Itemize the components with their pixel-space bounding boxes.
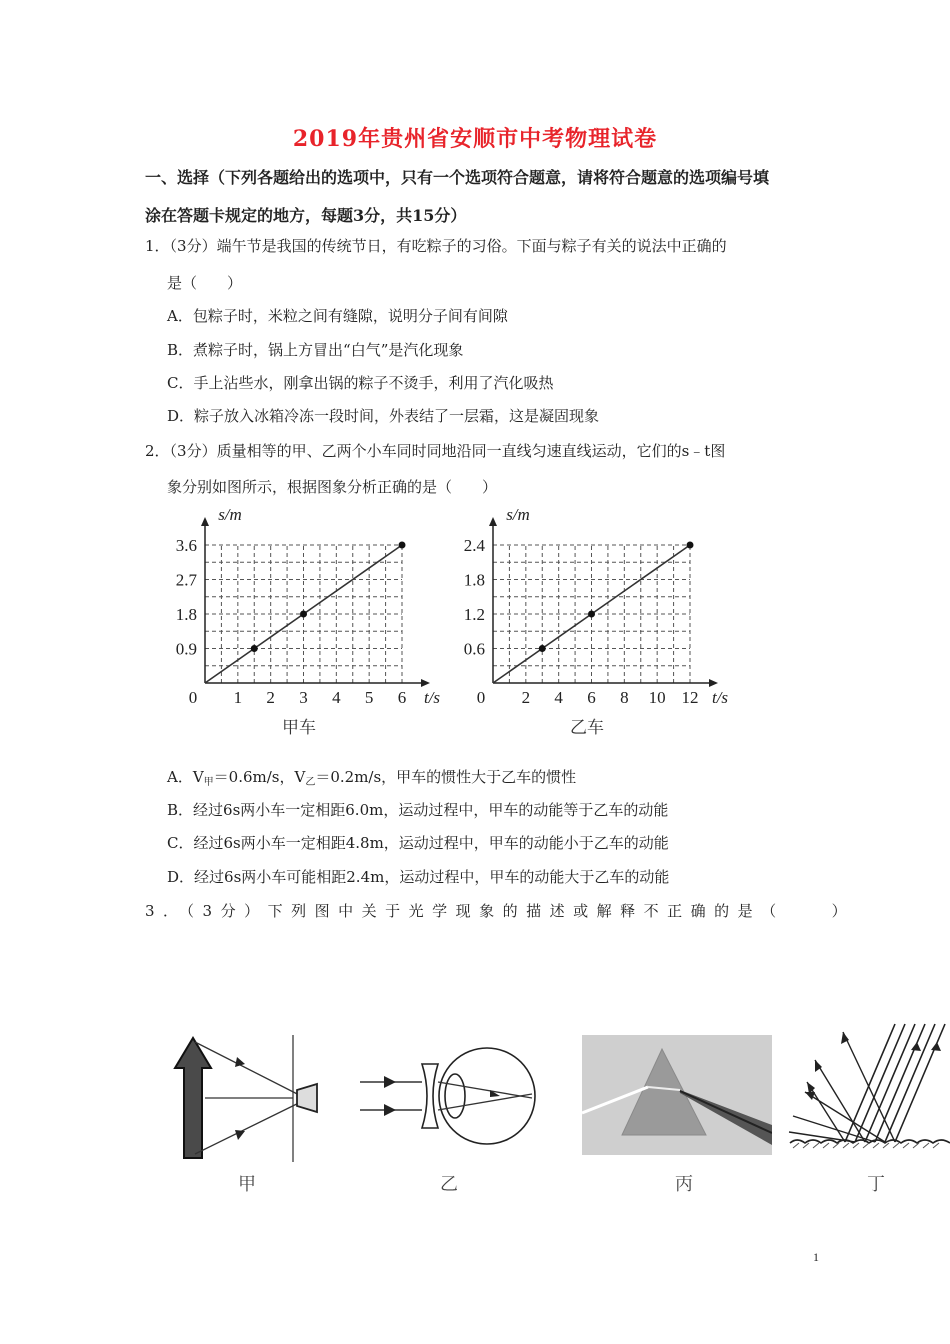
data-point <box>251 645 258 652</box>
concave-lens <box>422 1064 438 1128</box>
y-tick-label: 2.4 <box>463 536 485 555</box>
q2-option-d: D．经过6s两小车可能相距2.4m，运动过程中，甲车的动能大于乙车的动能 <box>167 868 670 886</box>
y-tick-label: 1.8 <box>463 570 485 590</box>
incident-rays <box>845 1024 945 1142</box>
y-tick-label: 0.9 <box>175 639 197 659</box>
x-axis-label: t/s <box>423 688 441 705</box>
figure-yi-eye-lens <box>352 1040 547 1155</box>
ray-arrowhead <box>235 1057 245 1067</box>
q2-stem-line2: 象分别如图所示，根据图象分析正确的是（ ） <box>167 478 498 496</box>
x-tick-label: 12 <box>681 688 699 705</box>
x-tick-label: 10 <box>648 688 666 705</box>
q1-option-b: B．煮粽子时，锅上方冒出“白气”是汽化现象 <box>167 341 464 359</box>
x-tick-label: 0 <box>188 688 198 705</box>
data-point <box>687 542 694 549</box>
ray-arrowhead <box>235 1130 245 1140</box>
q1-option-a: A．包粽子时，米粒之间有缝隙，说明分子间有间隙 <box>167 307 508 325</box>
light-ray <box>438 1082 532 1098</box>
data-point <box>399 542 406 549</box>
figure-label-jia: 甲 <box>238 1174 256 1195</box>
data-point <box>300 611 307 618</box>
x-axis-label: t/s <box>711 688 729 705</box>
light-ray <box>195 1042 313 1102</box>
x-axis-arrow <box>709 679 718 687</box>
y-axis-arrow <box>201 517 209 526</box>
figure-ding-diffuse-reflection <box>785 1022 950 1150</box>
x-tick-label: 2 <box>266 688 275 705</box>
st-graphs <box>160 505 740 705</box>
chart-title-jia: 甲车 <box>282 718 316 738</box>
x-tick-label: 0 <box>476 688 486 705</box>
q2-option-a: A．$V_甲=0.6m/s$，$V_乙=0.2m/s$，甲车的惯性大于乙车的惯性 <box>167 768 577 788</box>
y-axis-arrow <box>489 517 497 526</box>
data-point <box>539 645 546 652</box>
y-tick-label: 1.8 <box>175 605 197 624</box>
light-ray <box>195 1096 313 1154</box>
y-tick-label: 2.7 <box>175 570 197 590</box>
figure-label-bing: 丙 <box>675 1174 693 1195</box>
ray-arrowheads <box>805 1032 941 1100</box>
eye-crystalline-lens <box>445 1074 465 1118</box>
q2-stem-line1: 2．（3分）质量相等的甲、乙两个小车同时同地沿同一直线匀速直线运动，它们的s﹣t图 <box>145 442 726 460</box>
chart-yi <box>464 505 729 705</box>
x-tick-label: 8 <box>620 688 629 705</box>
q1-stem-line1: 1．（3分）端午节是我国的传统节日，有吃粽子的习俗。下面与粽子有关的说法中正确的 <box>145 237 727 255</box>
x-axis-arrow <box>421 679 430 687</box>
x-tick-label: 4 <box>554 688 563 705</box>
ray-arrowhead <box>384 1076 396 1088</box>
q1-option-c: C．手上沾些水，刚拿出锅的粽子不烫手，利用了汽化吸热 <box>167 374 554 392</box>
q3-stem: 3．（3分）下列图中关于光学现象的描述或解释不正确的是（ ） <box>145 902 856 920</box>
x-tick-label: 6 <box>397 688 407 705</box>
y-axis-label: s/m <box>506 505 530 524</box>
figure-label-yi: 乙 <box>440 1174 458 1195</box>
y-tick-label: 1.2 <box>463 605 485 624</box>
x-tick-label: 1 <box>233 688 243 705</box>
y-axis-label: s/m <box>218 505 242 524</box>
x-tick-label: 4 <box>332 688 341 705</box>
y-tick-label: 0.6 <box>463 639 485 659</box>
q1-option-d: D．粽子放入冰箱冷冻一段时间，外表结了一层霜，这是凝固现象 <box>167 407 600 425</box>
inverted-image <box>297 1084 317 1112</box>
page-number: 1 <box>813 1250 819 1264</box>
x-tick-label: 2 <box>521 688 531 705</box>
section-heading-line1: 一、选择（下列各题给出的选项中，只有一个选项符合题意，请将符合题意的选项编号填 <box>145 168 770 187</box>
figure-bing-prism <box>582 1035 772 1155</box>
page-title: 2019年贵州省安顺市中考物理试卷 <box>292 126 658 152</box>
q2-option-b: B．经过6s两小车一定相距6.0m，运动过程中，甲车的动能等于乙车的动能 <box>167 801 669 819</box>
ray-arrowhead <box>384 1104 396 1116</box>
y-tick-label: 3.6 <box>175 536 197 555</box>
x-tick-label: 3 <box>299 688 308 705</box>
chart-jia <box>176 505 441 705</box>
data-point <box>588 611 595 618</box>
figure-label-ding: 丁 <box>867 1174 885 1195</box>
figure-jia-pinhole <box>165 1030 345 1165</box>
q1-stem-line2: 是（ ） <box>167 274 243 292</box>
section-heading-line2: 涂在答题卡规定的地方，每题3分，共15分） <box>145 206 467 225</box>
light-ray <box>438 1094 532 1110</box>
x-tick-label: 5 <box>364 688 374 705</box>
x-tick-label: 6 <box>587 688 596 705</box>
chart-title-yi: 乙车 <box>570 718 604 738</box>
q2-option-c: C．经过6s两小车一定相距4.8m，运动过程中，甲车的动能小于乙车的动能 <box>167 834 669 852</box>
